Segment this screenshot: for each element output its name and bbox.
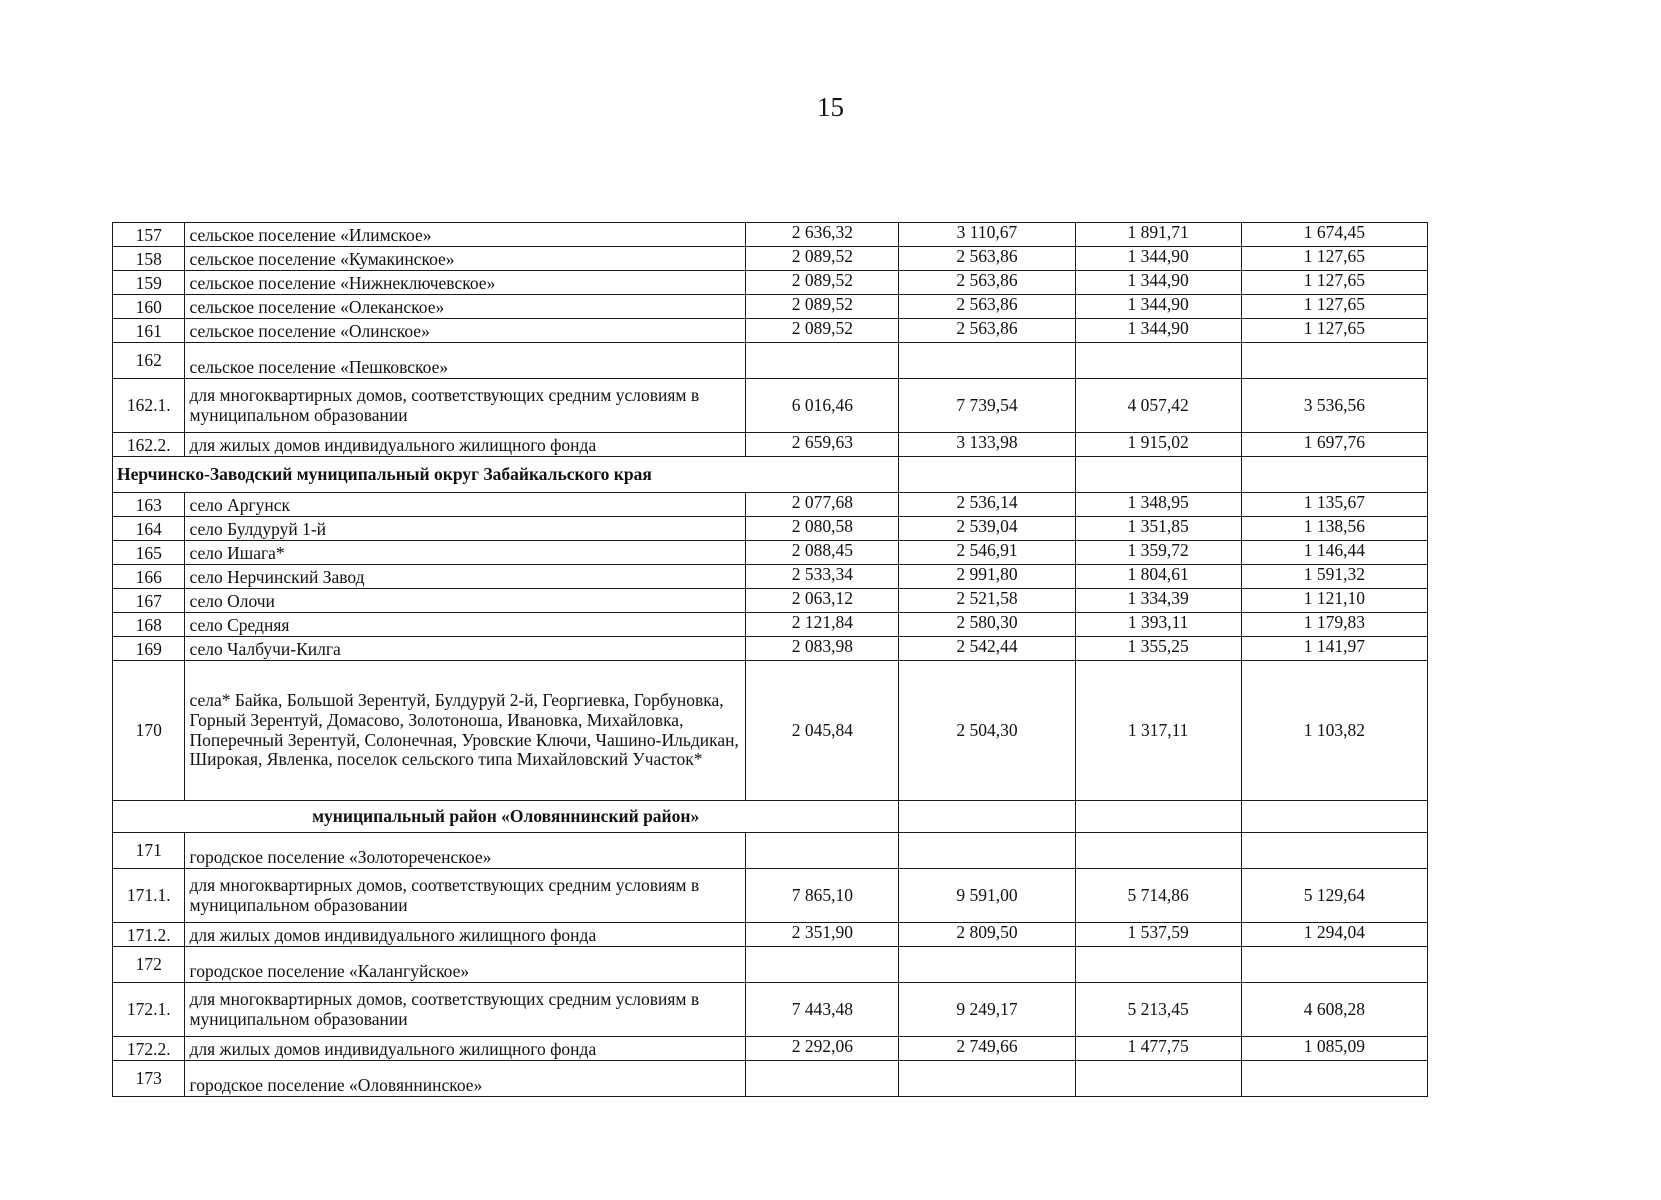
value-cell-3: 5 213,45 [1075, 983, 1241, 1037]
value-cell-2: 2 580,30 [899, 613, 1075, 637]
table-row [113, 541, 1428, 565]
settlement-name: городское поселение «Оловяннинское» [185, 1061, 746, 1097]
value-cell-4: 1 127,65 [1241, 295, 1427, 319]
settlement-name: сельское поселение «Кумакинское» [185, 247, 746, 271]
empty-cell [1241, 801, 1427, 833]
value-cell-4: 1 127,65 [1241, 271, 1427, 295]
value-cell-3: 1 477,75 [1075, 1037, 1241, 1061]
section-row [113, 457, 1428, 493]
value-cell-4: 1 179,83 [1241, 613, 1427, 637]
table-row [113, 247, 1428, 271]
settlement-name: для жилых домов индивидуального жилищного фонда [185, 923, 746, 947]
settlement-name: сельское поселение «Илимское» [185, 223, 746, 247]
value-cell-3: 1 348,95 [1075, 493, 1241, 517]
row-number: 163 [113, 493, 185, 517]
value-cell-1: 2 089,52 [746, 295, 899, 319]
empty-cell [746, 1061, 899, 1097]
value-cell-4: 4 608,28 [1241, 983, 1427, 1037]
value-cell-4: 1 103,82 [1241, 661, 1427, 801]
value-cell-1: 2 063,12 [746, 589, 899, 613]
value-cell-2: 2 809,50 [899, 923, 1075, 947]
value-cell-2: 7 739,54 [899, 379, 1075, 433]
settlement-name: сельское поселение «Олеканское» [185, 295, 746, 319]
empty-cell [1075, 343, 1241, 379]
section-title: Нерчинско-Заводский муниципальный округ Забайкальского края [113, 457, 899, 493]
value-cell-1: 6 016,46 [746, 379, 899, 433]
value-cell-2: 9 591,00 [899, 869, 1075, 923]
row-number: 167 [113, 589, 185, 613]
value-cell-4: 1 085,09 [1241, 1037, 1427, 1061]
value-cell-2: 2 546,91 [899, 541, 1075, 565]
table-row [113, 433, 1428, 457]
settlement-name: село Аргунск [185, 493, 746, 517]
row-number: 164 [113, 517, 185, 541]
value-cell-3: 1 317,11 [1075, 661, 1241, 801]
settlement-name: для многоквартирных домов, соответствующих средним условиям в муниципальном образовании [185, 983, 746, 1037]
value-cell-3: 1 351,85 [1075, 517, 1241, 541]
value-cell-1: 2 089,52 [746, 247, 899, 271]
row-number: 172 [113, 947, 185, 983]
value-cell-4: 1 697,76 [1241, 433, 1427, 457]
value-cell-2: 2 563,86 [899, 247, 1075, 271]
empty-cell [1241, 1061, 1427, 1097]
row-number: 160 [113, 295, 185, 319]
empty-cell [1075, 457, 1241, 493]
section-row [113, 801, 1428, 833]
table-row [113, 493, 1428, 517]
subheader-row [113, 1061, 1428, 1097]
row-number: 172.1. [113, 983, 185, 1037]
value-cell-1: 2 083,98 [746, 637, 899, 661]
empty-cell [1075, 801, 1241, 833]
value-cell-2: 2 991,80 [899, 565, 1075, 589]
empty-cell [899, 801, 1075, 833]
value-cell-3: 1 344,90 [1075, 319, 1241, 343]
settlement-name: село Булдуруй 1-й [185, 517, 746, 541]
subheader-row [113, 343, 1428, 379]
empty-cell [1075, 947, 1241, 983]
empty-cell [746, 833, 899, 869]
value-cell-2: 2 563,86 [899, 319, 1075, 343]
row-number: 171.1. [113, 869, 185, 923]
value-cell-3: 1 344,90 [1075, 247, 1241, 271]
table-row [113, 983, 1428, 1037]
row-number: 158 [113, 247, 185, 271]
row-number: 159 [113, 271, 185, 295]
empty-cell [1241, 343, 1427, 379]
table-row [113, 1037, 1428, 1061]
value-cell-1: 7 443,48 [746, 983, 899, 1037]
value-cell-3: 1 393,11 [1075, 613, 1241, 637]
page-number: 15 [817, 92, 844, 122]
value-cell-1: 2 088,45 [746, 541, 899, 565]
row-number: 157 [113, 223, 185, 247]
value-cell-1: 2 533,34 [746, 565, 899, 589]
settlement-name: сельское поселение «Нижнеключевское» [185, 271, 746, 295]
value-cell-1: 2 636,32 [746, 223, 899, 247]
settlement-name: городское поселение «Калангуйское» [185, 947, 746, 983]
tariff-table [112, 222, 1428, 1097]
empty-cell [899, 947, 1075, 983]
row-number: 168 [113, 613, 185, 637]
value-cell-3: 1 359,72 [1075, 541, 1241, 565]
empty-cell [899, 833, 1075, 869]
row-number: 172.2. [113, 1037, 185, 1061]
empty-cell [1075, 1061, 1241, 1097]
settlement-name: городское поселение «Золотореченское» [185, 833, 746, 869]
value-cell-3: 1 355,25 [1075, 637, 1241, 661]
value-cell-4: 5 129,64 [1241, 869, 1427, 923]
settlement-name: село Чалбучи-Килга [185, 637, 746, 661]
table-row [113, 223, 1428, 247]
table-row [113, 613, 1428, 637]
value-cell-3: 1 804,61 [1075, 565, 1241, 589]
table-row [113, 661, 1428, 801]
empty-cell [1241, 833, 1427, 869]
value-cell-2: 2 563,86 [899, 295, 1075, 319]
value-cell-1: 2 121,84 [746, 613, 899, 637]
value-cell-4: 1 591,32 [1241, 565, 1427, 589]
value-cell-4: 1 141,97 [1241, 637, 1427, 661]
row-number: 162.2. [113, 433, 185, 457]
value-cell-2: 2 536,14 [899, 493, 1075, 517]
value-cell-3: 1 344,90 [1075, 295, 1241, 319]
table-row [113, 923, 1428, 947]
settlement-name: для жилых домов индивидуального жилищного фонда [185, 1037, 746, 1061]
value-cell-2: 3 110,67 [899, 223, 1075, 247]
value-cell-1: 2 351,90 [746, 923, 899, 947]
row-number: 162 [113, 343, 185, 379]
value-cell-1: 2 089,52 [746, 271, 899, 295]
value-cell-1: 2 089,52 [746, 319, 899, 343]
value-cell-4: 3 536,56 [1241, 379, 1427, 433]
row-number: 173 [113, 1061, 185, 1097]
value-cell-1: 2 077,68 [746, 493, 899, 517]
table-row [113, 589, 1428, 613]
value-cell-2: 2 542,44 [899, 637, 1075, 661]
value-cell-3: 1 334,39 [1075, 589, 1241, 613]
value-cell-2: 2 504,30 [899, 661, 1075, 801]
empty-cell [899, 457, 1075, 493]
empty-cell [899, 1061, 1075, 1097]
value-cell-2: 2 563,86 [899, 271, 1075, 295]
empty-cell [1241, 947, 1427, 983]
table-row [113, 637, 1428, 661]
value-cell-2: 9 249,17 [899, 983, 1075, 1037]
value-cell-3: 4 057,42 [1075, 379, 1241, 433]
row-number: 166 [113, 565, 185, 589]
empty-cell [746, 947, 899, 983]
table-row [113, 319, 1428, 343]
empty-cell [1241, 457, 1427, 493]
subheader-row [113, 947, 1428, 983]
settlement-name: село Нерчинский Завод [185, 565, 746, 589]
settlement-name: для многоквартирных домов, соответствующих средним условиям в муниципальном образовании [185, 379, 746, 433]
settlement-name: село Олочи [185, 589, 746, 613]
table-row [113, 517, 1428, 541]
row-number: 171 [113, 833, 185, 869]
settlement-name: для жилых домов индивидуального жилищного фонда [185, 433, 746, 457]
settlement-name: для многоквартирных домов, соответствующих средним условиям в муниципальном образовании [185, 869, 746, 923]
settlement-name: село Ишага* [185, 541, 746, 565]
value-cell-4: 1 127,65 [1241, 319, 1427, 343]
table-row [113, 869, 1428, 923]
value-cell-3: 1 537,59 [1075, 923, 1241, 947]
settlement-name: сельское поселение «Олинское» [185, 319, 746, 343]
value-cell-4: 1 294,04 [1241, 923, 1427, 947]
value-cell-3: 1 915,02 [1075, 433, 1241, 457]
value-cell-1: 2 045,84 [746, 661, 899, 801]
section-title: муниципальный район «Оловяннинский район» [113, 801, 899, 833]
row-number: 162.1. [113, 379, 185, 433]
value-cell-4: 1 146,44 [1241, 541, 1427, 565]
table-row [113, 271, 1428, 295]
value-cell-1: 2 659,63 [746, 433, 899, 457]
table-row [113, 565, 1428, 589]
value-cell-4: 1 121,10 [1241, 589, 1427, 613]
empty-cell [746, 343, 899, 379]
value-cell-2: 2 539,04 [899, 517, 1075, 541]
empty-cell [1075, 833, 1241, 869]
row-number: 170 [113, 661, 185, 801]
value-cell-4: 1 135,67 [1241, 493, 1427, 517]
value-cell-4: 1 138,56 [1241, 517, 1427, 541]
value-cell-2: 3 133,98 [899, 433, 1075, 457]
value-cell-1: 7 865,10 [746, 869, 899, 923]
value-cell-4: 1 674,45 [1241, 223, 1427, 247]
empty-cell [899, 343, 1075, 379]
value-cell-3: 1 344,90 [1075, 271, 1241, 295]
value-cell-1: 2 292,06 [746, 1037, 899, 1061]
value-cell-1: 2 080,58 [746, 517, 899, 541]
row-number: 171.2. [113, 923, 185, 947]
value-cell-3: 1 891,71 [1075, 223, 1241, 247]
value-cell-2: 2 521,58 [899, 589, 1075, 613]
value-cell-2: 2 749,66 [899, 1037, 1075, 1061]
table-row [113, 295, 1428, 319]
row-number: 165 [113, 541, 185, 565]
tariff-table-body [113, 223, 1428, 1097]
table-row [113, 379, 1428, 433]
row-number: 169 [113, 637, 185, 661]
value-cell-3: 5 714,86 [1075, 869, 1241, 923]
row-number: 161 [113, 319, 185, 343]
value-cell-4: 1 127,65 [1241, 247, 1427, 271]
settlement-name: сельское поселение «Пешковское» [185, 343, 746, 379]
settlement-name: село Средняя [185, 613, 746, 637]
settlement-name: села* Байка, Большой Зерентуй, Булдуруй 2-й, Георгиевка, Горбуновка, Горный Зерентуй, Домасово, Золотоноша, Ивановка, Михайловка, Поперечный Зерентуй, Солонечная, Уровские Ключи, Чашино-Ильдикан, Широкая, Явленка, поселок сельского типа Михайловский Участок* [185, 661, 746, 801]
subheader-row [113, 833, 1428, 869]
